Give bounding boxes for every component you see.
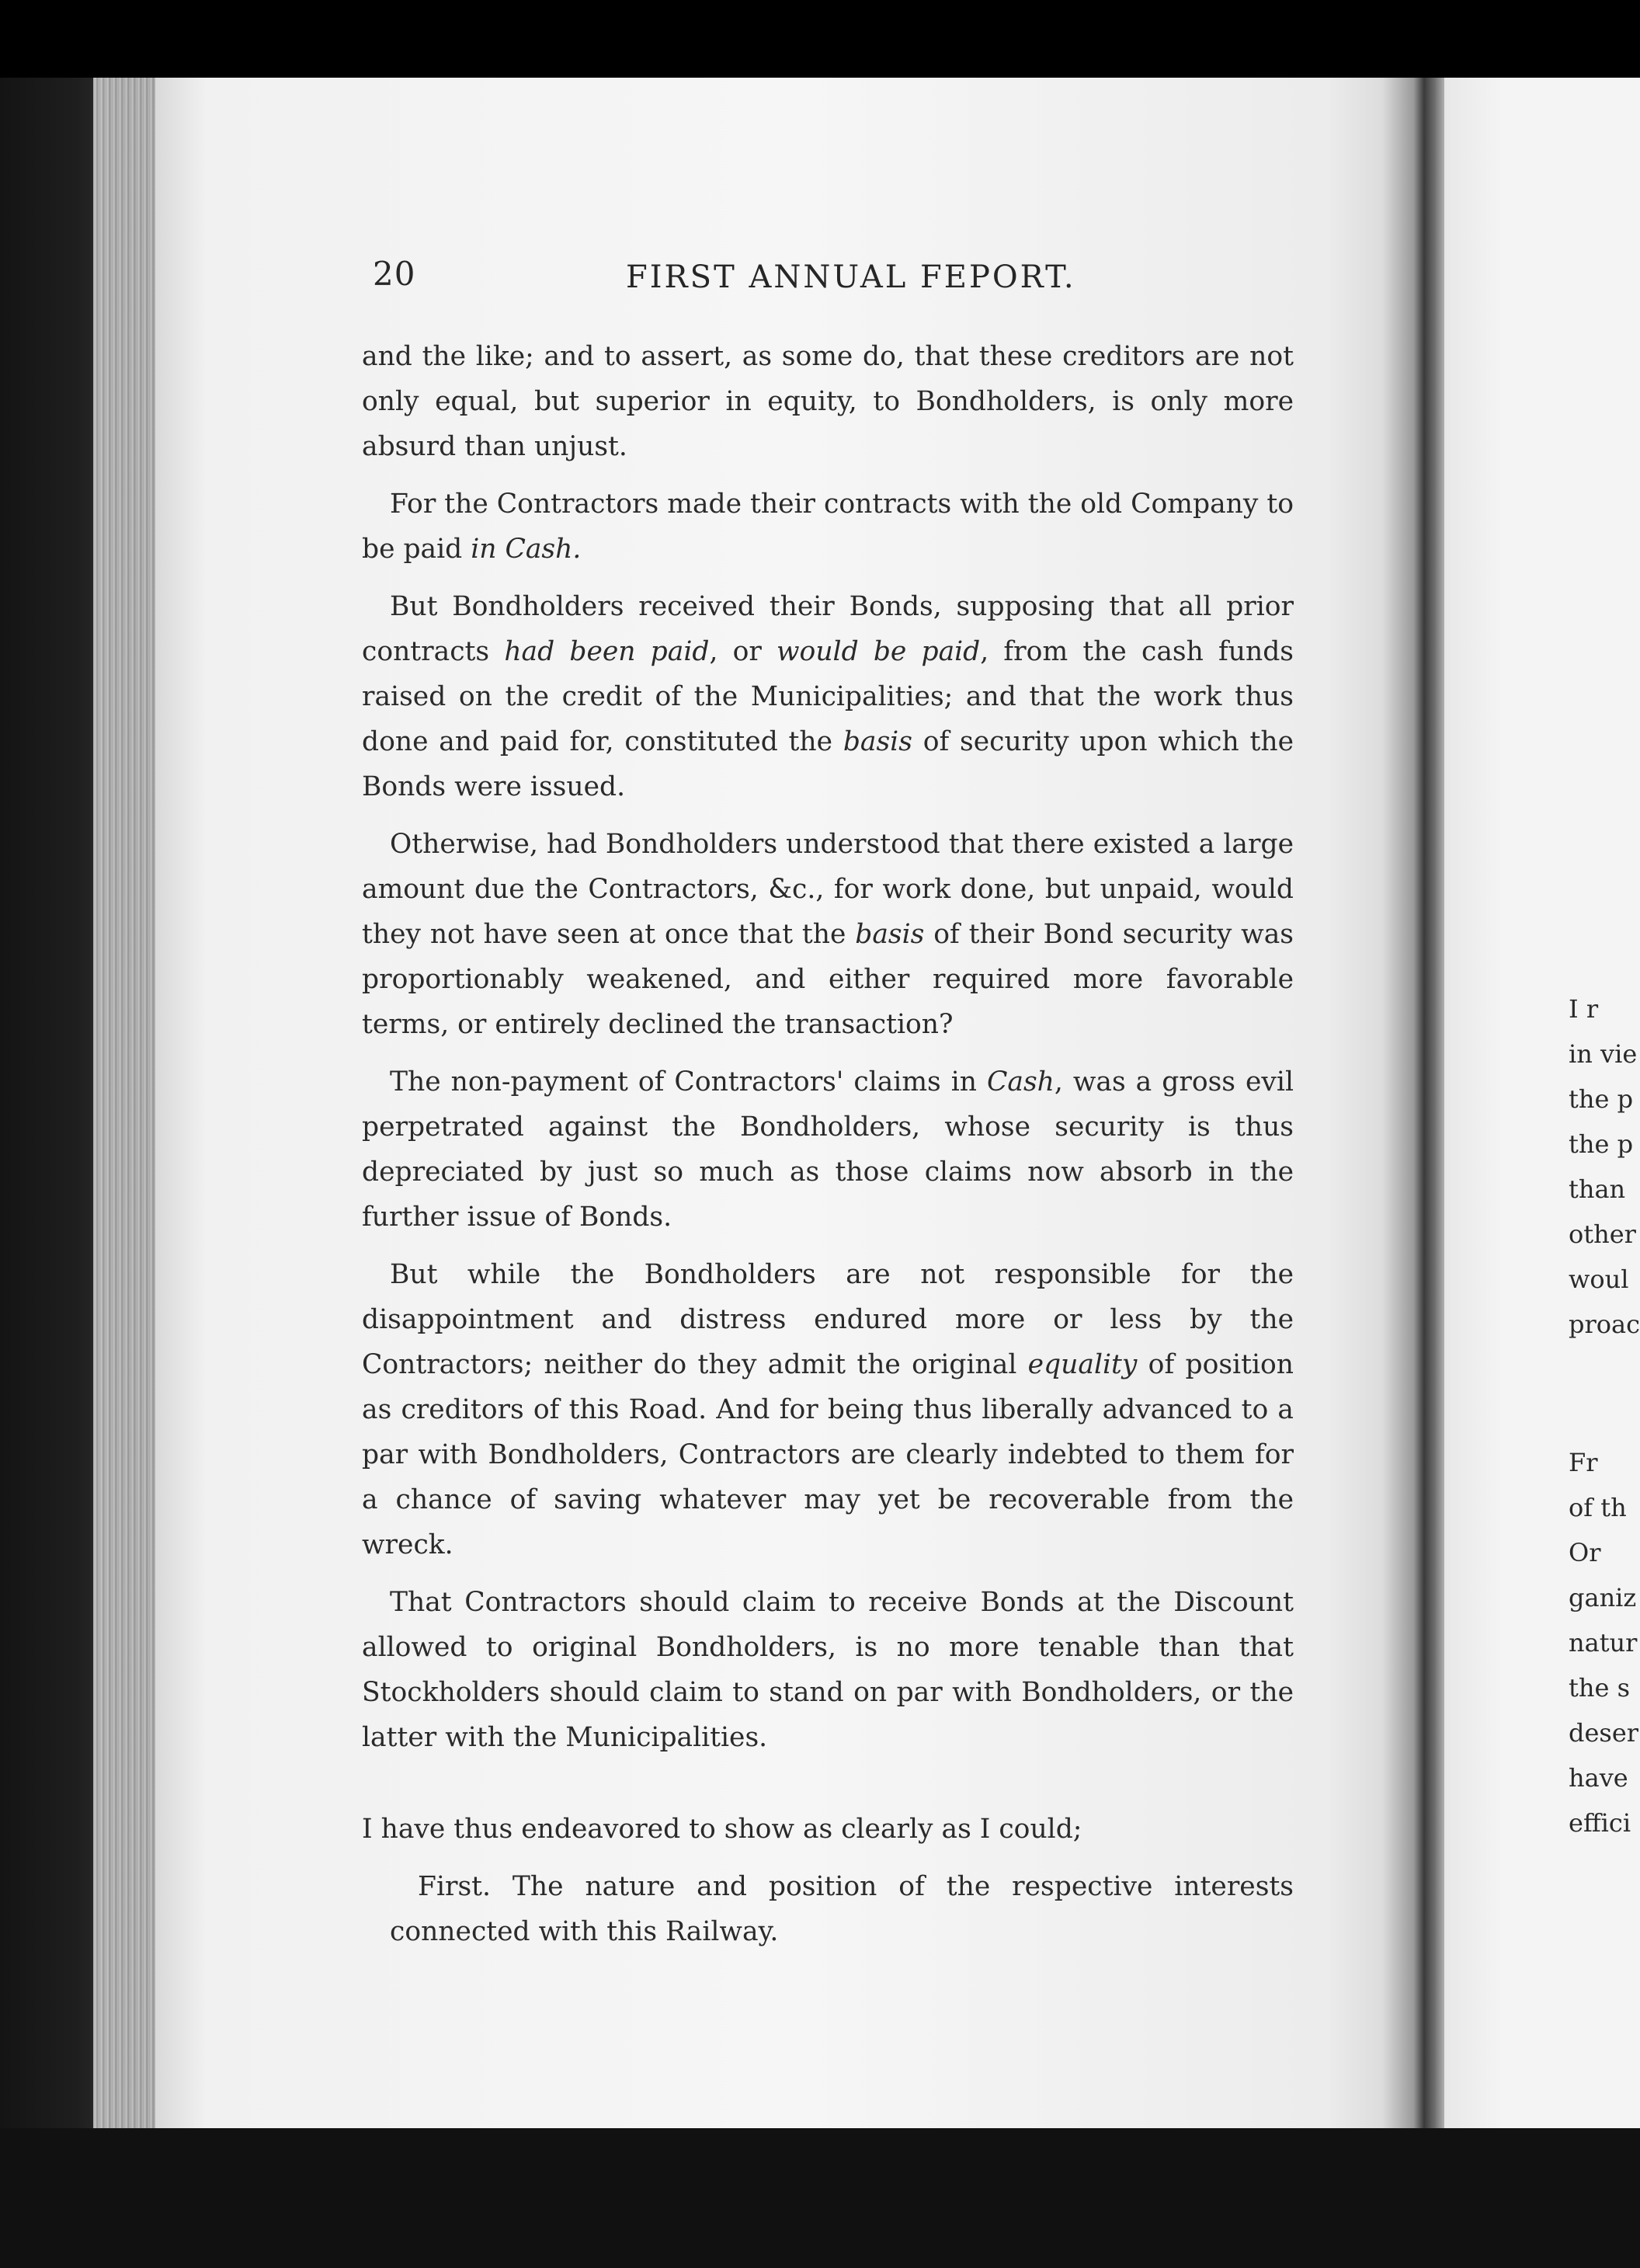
- right-page-text: [1569, 986, 1640, 1845]
- paragraph-text: The non-payment of Contractors' claims in: [390, 1066, 988, 1097]
- emphasis-text: Cash: [987, 1066, 1055, 1097]
- paragraph-3: [362, 584, 1294, 809]
- right-line: the p: [1569, 1084, 1634, 1114]
- paragraph-6: [362, 1252, 1294, 1567]
- summary-intro: I have thus endeavored to show as clearly as I could;: [362, 1814, 1082, 1845]
- paragraph-text: , or: [709, 636, 777, 667]
- emphasis-text: basis: [855, 919, 925, 950]
- paragraph-text: of security upon which the Bonds were issued.: [362, 726, 1294, 802]
- paragraph-text: , was a gross evil perpetrated against the Bondholders, whose security is thus depreciated by just so much as those claims now absorb in the further issue of Bonds.: [362, 1066, 1294, 1233]
- running-head: FIRST ANNUAL FEPORT.: [626, 259, 1076, 295]
- right-line: ganiz: [1569, 1583, 1637, 1612]
- paragraph-text: of their Bond security was proportionably weakened, and either required more favorable terms, or entirely declined the transaction?: [362, 919, 1294, 1040]
- paragraph-2: [362, 482, 1294, 572]
- paragraph-7: [362, 1580, 1294, 1760]
- right-line: deser: [1569, 1718, 1639, 1748]
- summary-item-first: First. The nature and position of the respective interests connected with this Railway.: [390, 1871, 1294, 1947]
- right-line: other: [1569, 1219, 1636, 1249]
- emphasis-text: basis: [843, 726, 912, 757]
- right-line: in vie: [1569, 1039, 1638, 1069]
- right-line: Fr: [1569, 1448, 1598, 1477]
- emphasis-text: had been paid: [504, 636, 710, 667]
- paragraph-1: [362, 334, 1294, 469]
- right-line: proac: [1569, 1310, 1640, 1339]
- scan-bottom-border: [0, 2128, 1640, 2268]
- emphasis-text: equality: [1027, 1349, 1138, 1380]
- emphasis-text: would be paid: [777, 636, 981, 667]
- right-line: natur: [1569, 1628, 1638, 1658]
- paragraph-5: [362, 1059, 1294, 1240]
- page-header: [373, 255, 1289, 309]
- right-page-gap: [1569, 1347, 1640, 1440]
- paragraph-text: , from the cash funds raised on the credit of the Municipalities; and that the work thus done and paid for, constituted the: [362, 636, 1294, 757]
- right-line: the s: [1569, 1673, 1630, 1703]
- scan-left-border: [0, 78, 109, 2268]
- right-line: the p: [1569, 1129, 1634, 1159]
- page-number: 20: [373, 255, 416, 293]
- emphasis-text: in Cash.: [471, 534, 582, 565]
- right-line: of th: [1569, 1493, 1627, 1522]
- right-line: than: [1569, 1174, 1626, 1204]
- paragraph-4: [362, 822, 1294, 1047]
- body-text: [362, 334, 1294, 1967]
- right-line: woul: [1569, 1264, 1629, 1294]
- paragraph-text: That Contractors should claim to receive Bonds at the Discount allowed to original Bondholders, is no more tenable than that Stockholders should claim to stand on par with Bondholders, or the latter with the Municipalities.: [362, 1587, 1294, 1753]
- right-line: Or: [1569, 1538, 1601, 1567]
- paragraph-text: of position as creditors of this Road. And for being thus liberally advanced to a par with Bondholders, Contractors are clearly indebted to them for a chance of saving whatever may yet be recoverable from the wreck.: [362, 1349, 1294, 1560]
- scan-top-border: [0, 0, 1640, 78]
- right-line: I r: [1569, 994, 1599, 1024]
- right-line: effici: [1569, 1808, 1631, 1838]
- book-gutter: [1382, 78, 1452, 2128]
- paragraph-text: But while the Bondholders are not responsible for the disappointment and distress endured more or less by the Contractors; neither do they admit the original: [362, 1259, 1294, 1380]
- paragraph-text: But Bondholders received their Bonds, supposing that all prior contracts: [362, 591, 1294, 667]
- right-line: have: [1569, 1763, 1628, 1793]
- paragraph-text: Otherwise, had Bondholders understood that there existed a large amount due the Contractors, &c., for work done, but unpaid, would they not have seen at once that the: [362, 829, 1294, 950]
- paragraph-text: For the Contractors made their contracts with the old Company to be paid: [362, 489, 1294, 565]
- paragraph-text: and the like; and to assert, as some do, that these creditors are not only equal, but superior in equity, to Bondholders, is only more absurd than unjust.: [362, 341, 1294, 462]
